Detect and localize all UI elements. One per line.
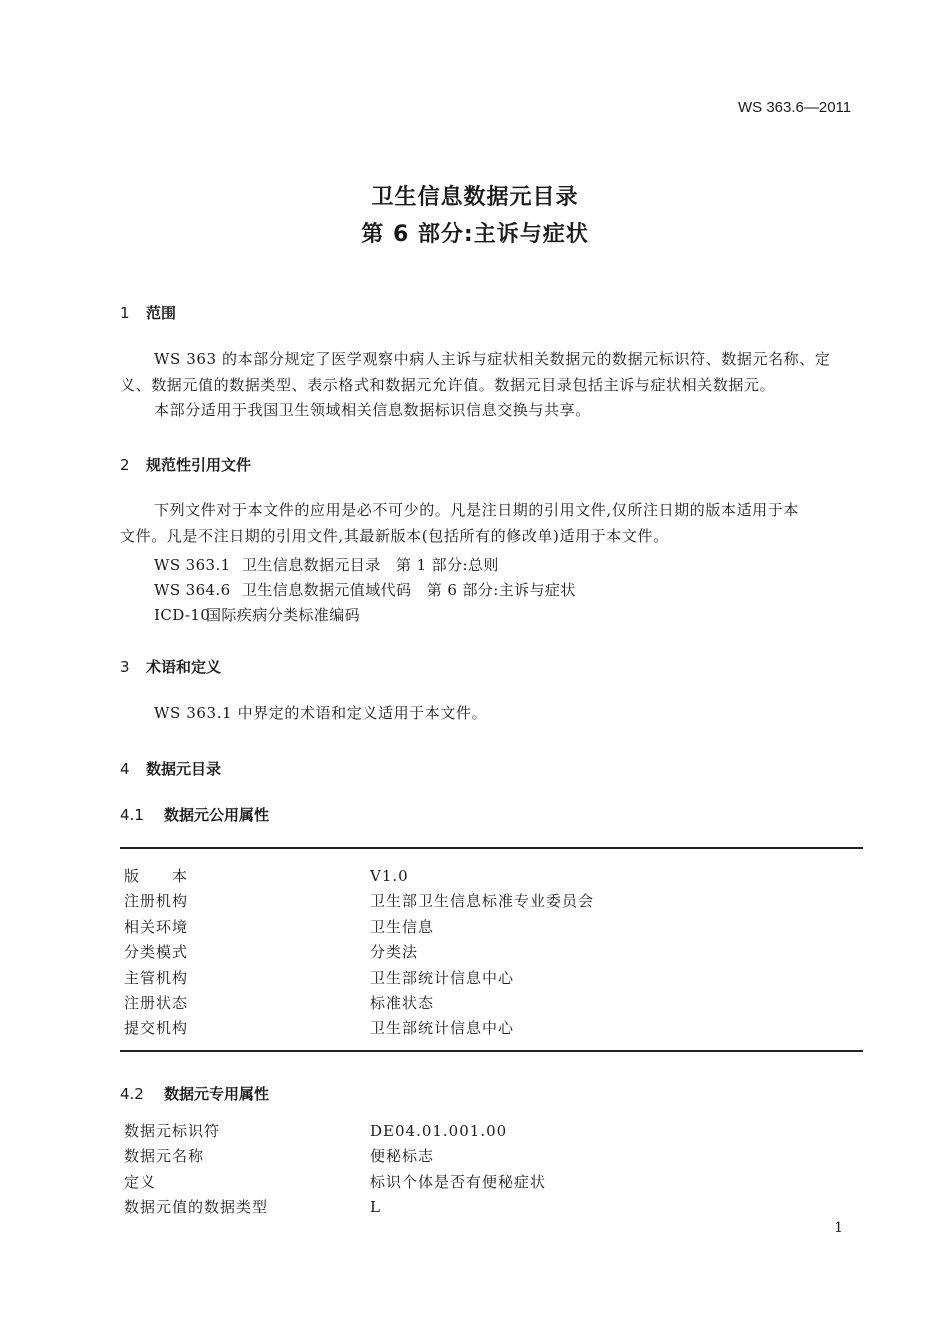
section-2-paragraph-line2: 文件。凡是不注日期的引用文件,其最新版本(包括所有的修改单)适用于本文件。 <box>120 527 669 545</box>
section-1-paragraph-line1: WS 363 的本部分规定了医学观察中病人主诉与症状相关数据元的数据元标识符、数据元名称、定 <box>154 350 831 368</box>
reference-code: WS 364.6 <box>154 581 231 599</box>
attribute-label: 定义 <box>124 1173 157 1191</box>
attribute-value: 分类法 <box>370 943 419 961</box>
attribute-value: DE04.01.001.00 <box>370 1122 508 1140</box>
attribute-value: 标识个体是否有便秘症状 <box>370 1173 547 1191</box>
attribute-value: V1.0 <box>370 867 409 885</box>
table-row <box>124 941 418 962</box>
attribute-label: 数据元名称 <box>124 1147 205 1165</box>
attribute-label: 相关环境 <box>124 918 189 936</box>
section-title: 数据元目录 <box>146 760 222 778</box>
attribute-label: 数据元标识符 <box>124 1122 221 1140</box>
document-subtitle: 第 6 部分:主诉与症状 <box>361 222 589 247</box>
attribute-value: 卫生部统计信息中心 <box>370 969 515 987</box>
section-2-heading <box>120 454 251 475</box>
reference-code: ICD-10 <box>154 606 211 624</box>
table-row <box>124 916 434 937</box>
reference-title: 国际疾病分类标准编码 <box>206 606 361 624</box>
attribute-label: 数据元值的数据类型 <box>124 1198 269 1216</box>
attribute-value: 卫生部卫生信息标准专业委员会 <box>370 892 595 910</box>
attribute-label: 分类模式 <box>124 943 189 961</box>
section-4-1-heading <box>120 804 269 825</box>
attribute-value: L <box>370 1198 381 1216</box>
attribute-label: 注册状态 <box>124 994 189 1012</box>
attribute-value: 标准状态 <box>370 994 435 1012</box>
section-title: 范围 <box>146 304 177 322</box>
section-number: 1 <box>120 304 130 322</box>
attribute-label: 主管机构 <box>124 969 189 987</box>
section-number: 4.1 <box>120 806 144 824</box>
table-row <box>124 967 514 988</box>
table-row <box>124 1171 546 1192</box>
section-4-2-heading <box>120 1083 269 1104</box>
section-2-paragraph-line1: 下列文件对于本文件的应用是必不可少的。凡是注日期的引用文件,仅所注日期的版本适用于本 <box>154 501 799 519</box>
attribute-value: 卫生信息 <box>370 918 435 936</box>
attribute-label: 注册机构 <box>124 892 189 910</box>
table-bottom-rule <box>120 1050 863 1052</box>
reference-title: 卫生信息数据元值域代码 第 6 部分:主诉与症状 <box>242 581 576 599</box>
table-row <box>124 865 409 886</box>
table-row <box>124 992 434 1013</box>
standard-number: WS 363.6—2011 <box>738 99 852 116</box>
reference-item <box>154 579 576 600</box>
table-row <box>124 890 594 911</box>
table-row <box>124 1196 381 1217</box>
section-title: 数据元专用属性 <box>164 1085 270 1103</box>
reference-title: 卫生信息数据元目录 第 1 部分:总则 <box>242 556 499 574</box>
section-3-paragraph: WS 363.1 中界定的术语和定义适用于本文件。 <box>154 704 488 722</box>
section-1-paragraph-2: 本部分适用于我国卫生领域相关信息数据标识信息交换与共享。 <box>154 401 591 419</box>
reference-item <box>154 604 360 625</box>
attribute-value: 便秘标志 <box>370 1147 435 1165</box>
reference-code: WS 363.1 <box>154 556 231 574</box>
reference-item <box>154 554 499 575</box>
attribute-label: 提交机构 <box>124 1019 189 1037</box>
page-number: 1 <box>834 1220 843 1236</box>
section-number: 4.2 <box>120 1085 144 1103</box>
section-1-heading <box>120 302 176 323</box>
table-row <box>124 1120 507 1141</box>
table-row <box>124 1017 514 1038</box>
table-row <box>124 1145 434 1166</box>
attribute-value: 卫生部统计信息中心 <box>370 1019 515 1037</box>
section-3-heading <box>120 656 221 677</box>
document-title: 卫生信息数据元目录 <box>371 185 579 210</box>
section-4-heading <box>120 758 221 779</box>
table-top-rule <box>120 847 863 849</box>
section-title: 数据元公用属性 <box>164 806 270 824</box>
section-title: 规范性引用文件 <box>146 456 252 474</box>
section-number: 3 <box>120 658 130 676</box>
section-1-paragraph-line2: 义、数据元值的数据类型、表示格式和数据元允许值。数据元目录包括主诉与症状相关数据元。 <box>120 376 776 394</box>
section-number: 2 <box>120 456 130 474</box>
attribute-label: 版 本 <box>124 867 189 885</box>
section-number: 4 <box>120 760 130 778</box>
section-title: 术语和定义 <box>146 658 222 676</box>
